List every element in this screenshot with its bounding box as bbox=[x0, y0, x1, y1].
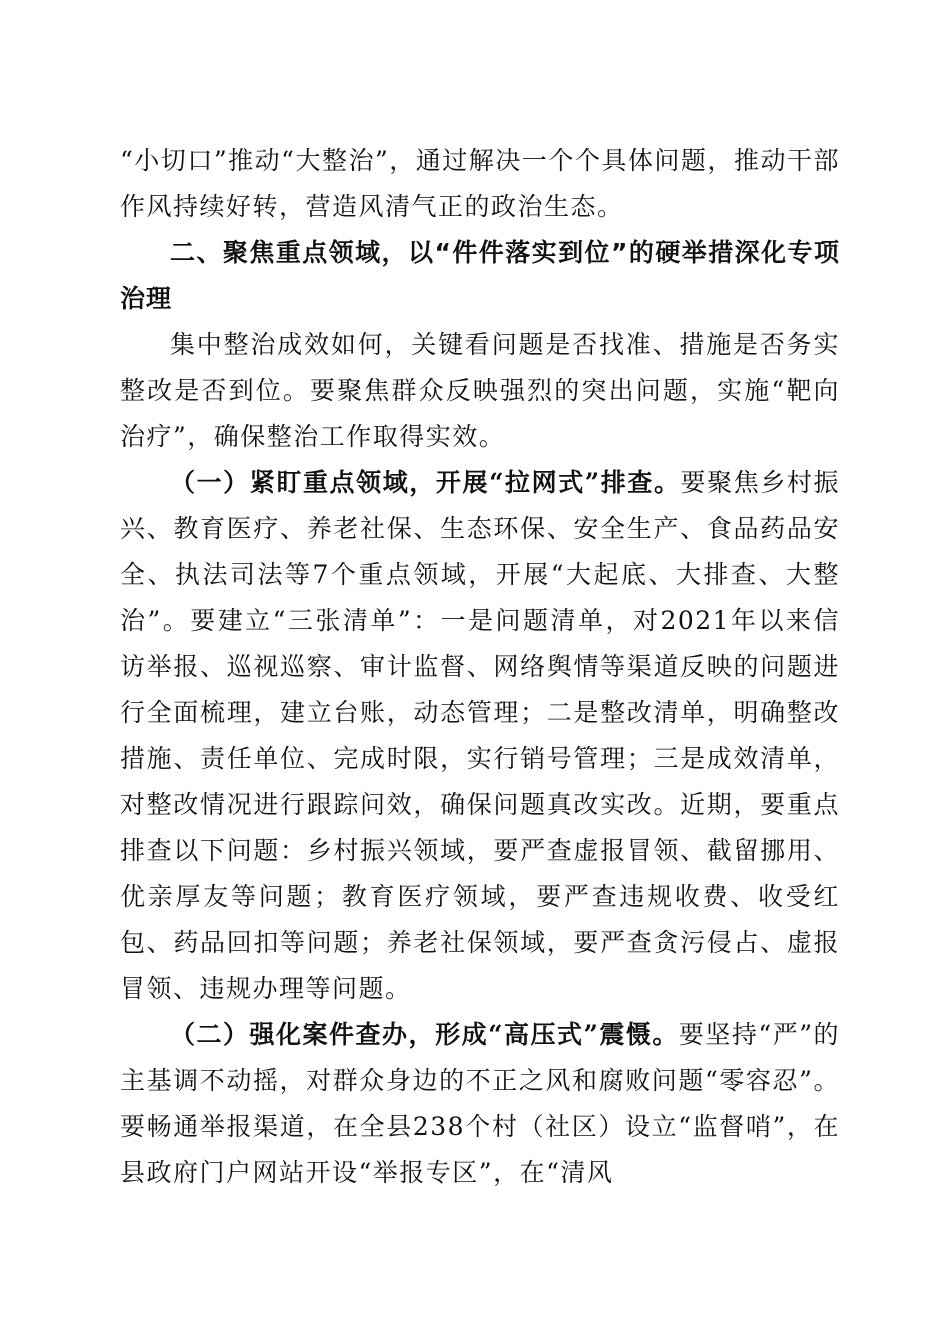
item-1-paragraph bbox=[120, 460, 840, 1012]
section-intro-paragraph: 集中整治成效如何，关键看问题是否找准、措施是否务实整改是否到位。要聚焦群众反映强烈的突出问题，实施“靶向治疗”，确保整治工作取得实效。 bbox=[120, 330, 840, 451]
item-2-body: 要坚持“严”的主基调不动摇，对群众身边的不正之风和腐败问题“零容忍”。要畅通举报渠道，在全县238个村（社区）设立“监督哨”，在县政府门户网站开设“举报专区”，在“清风 bbox=[120, 1020, 841, 1187]
document-body bbox=[120, 138, 840, 1196]
item-1-body: 要聚焦乡村振兴、教育医疗、养老社保、生态环保、安全生产、食品药品安全、执法司法等7个重点领域，开展“大起底、大排查、大整治”。要建立“三张清单”：一是问题清单，对2021年以来信访举报、巡视巡察、审计监督、网络舆情等渠道反映的问题进行全面梳理，建立台账，动态管理；二是整改清单，明确整改措施、责任单位、完成时限，实行销号管理；三是成效清单，对整改情况进行跟踪问效，确保问题真改实改。近期，要重点排查以下问题：乡村振兴领域，要严查虚报冒领、截留挪用、优亲厚友等问题；教育医疗领域，要严查违规收费、收受红包、药品回扣等问题；养老社保领域，要严查贪污侵占、虚报冒领、违规办理等问题。 bbox=[120, 468, 840, 1003]
item-2-heading: （二）强化案件查办，形成“高压式”震慑。 bbox=[170, 1020, 679, 1049]
paragraph-continuation: “小切口”推动“大整治”，通过解决一个个具体问题，推动干部作风持续好转，营造风清气正的政治生态。 bbox=[120, 146, 840, 221]
item-2-paragraph bbox=[120, 1012, 840, 1196]
item-1-heading: （一）紧盯重点领域，开展“拉网式”排查。 bbox=[170, 468, 681, 497]
section-heading: 二、聚焦重点领域，以“件件落实到位”的硬举措深化专项治理 bbox=[120, 238, 840, 313]
